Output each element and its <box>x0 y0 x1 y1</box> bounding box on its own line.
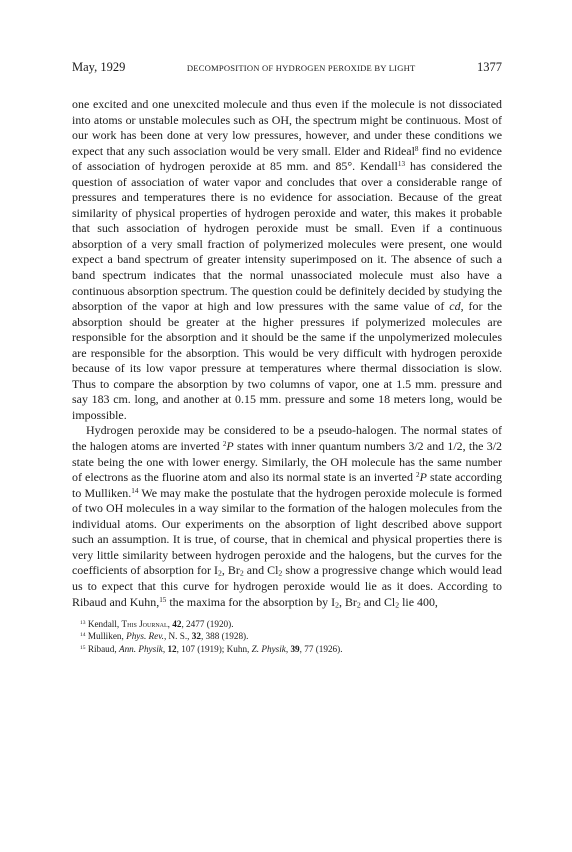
text-run: Kendall, <box>85 619 122 630</box>
text-run: the maxima for the absorption by I <box>166 594 336 609</box>
paragraph-pseudo-halogen <box>72 423 502 610</box>
text-run: has considered the question of association of water vapor and concludes that over a considerable range of pressures and temperatures there is no evidence for association. Because of the great similarity of physical properties of hydrogen peroxide and water, this makes it probable that such association of hydrogen peroxide must be small. Even if a continuous absorption of a very small fraction of polymerized molecules were present, one would expect a band spectrum of greater intensity superimposed on it. The absence of such a band spectrum indicates that the normal unassociated molecule must also have a continuous absorption spectrum. The question could be definitely decided by studying the absorption of the vapor at high and low pressures with the same value of <box>72 159 502 314</box>
footnote-number: 14 <box>80 632 86 639</box>
footnote-14 <box>80 630 502 642</box>
text-run: , <box>285 643 291 654</box>
text-run: lie 400, <box>399 594 438 609</box>
text-run: states with inner quantum numbers 3/2 and 1/2, the 3/2 state being the one with lower energy. Similarly, the OH molecule has the same number of electrons as the fluorine atom and also its normal state is an inverted <box>72 439 502 485</box>
header-title: DECOMPOSITION OF HYDROGEN PEROXIDE BY LIGHT <box>186 63 416 73</box>
journal-page <box>72 60 502 655</box>
text-run: , 77 (1926). <box>299 643 343 654</box>
header-date: May, 1929 <box>72 60 126 74</box>
paragraph-association <box>72 97 502 423</box>
page-number: 1377 <box>476 60 502 74</box>
volume-number: 39 <box>290 643 300 654</box>
subscript: 2 <box>278 568 283 578</box>
footnote-13 <box>80 618 502 630</box>
article-body <box>72 97 502 610</box>
variable-cd: cd <box>449 299 461 314</box>
text-run: Ribaud, <box>85 643 119 654</box>
term-symbol: P <box>226 439 234 454</box>
footnote-ref-14: 14 <box>131 486 139 495</box>
text-run: , N. S., <box>163 631 192 642</box>
journal-name: Phys. Rev. <box>126 631 164 642</box>
term-symbol: P <box>419 470 427 485</box>
text-run: , Br <box>338 594 357 609</box>
text-run: , Br <box>221 563 240 578</box>
term-superscript: 2 <box>416 471 420 480</box>
text-run: Mulliken, <box>85 631 127 642</box>
text-run: , 107 (1919); Kuhn, <box>176 643 252 654</box>
footnote-number: 15 <box>80 644 86 651</box>
footnotes <box>72 618 502 655</box>
text-run: , for the absorption should be greater at the higher pressures if polymerized molecules are responsible for the absorption and it should be the same if the unpolymerized molecules are responsible for the absorption. This would be very difficult with hydrogen peroxide because of its low vapor pressure at temperatures where thermal dissociation is slow. Thus to compare the absorption by two columns of vapor, one at 1.5 mm. pressure and say 183 cm. long, and another at 0.15 mm. pressure and some 18 meters long, would be impossible. <box>72 299 502 422</box>
volume-number: 32 <box>191 631 201 642</box>
text-run: , 2477 (1920). <box>181 619 234 630</box>
subscript: 2 <box>335 600 339 610</box>
volume-number: 42 <box>172 619 182 630</box>
term-superscript: 2 <box>222 440 227 449</box>
text-run: find no evidence of association of hydrogen peroxide at 85 mm. and 85°. Kendall <box>72 143 502 174</box>
footnote-number: 13 <box>80 620 86 627</box>
text-run: and Cl <box>243 563 279 578</box>
subscript: 2 <box>395 600 400 610</box>
text-run: , <box>167 619 173 630</box>
footnote-15 <box>80 643 502 655</box>
subscript: 2 <box>239 568 244 578</box>
text-run: show a progressive change which would lead us to expect that this curve for hydrogen peroxide would lie as it does. According to Ribaud and Kuhn, <box>72 563 503 609</box>
volume-number: 12 <box>167 643 177 654</box>
text-run: , 388 (1928). <box>200 631 249 642</box>
subscript: 2 <box>356 600 361 610</box>
text-run: Hydrogen peroxide may be considered to be a pseudo-halogen. The normal states of the halogen atoms are inverted <box>72 423 502 454</box>
text-run: state according to Mulliken. <box>72 470 502 500</box>
journal-name: Z. Physik <box>251 643 286 654</box>
running-header <box>72 60 502 75</box>
footnote-ref-13: 13 <box>397 160 406 169</box>
footnote-ref-8: 8 <box>414 144 419 153</box>
footnote-ref-15: 15 <box>159 595 167 604</box>
journal-name: Ann. Physik <box>118 643 163 654</box>
text-run: one excited and one unexcited molecule and thus even if the molecule is not dissociated into atoms or unstable molecules such as OH, the spectrum might be continuous. Most of our work has been done at very low pressures, however, and under these conditions we expect that any such association would be very small. Elder and Rideal <box>72 97 502 158</box>
text-run: , <box>162 643 168 654</box>
subscript: 2 <box>217 568 222 578</box>
text-run: We may make the postulate that the hydrogen peroxide molecule is formed of two OH molecules in a way similar to the formation of the halogen molecules from the individual atoms. Our experiments on the absorption of light described above support such an assumption. It is true, of course, that in chemical and physical properties there is very little similarity between hydrogen peroxide and the halogens, but the curves for the coefficients of absorption for I <box>72 485 503 578</box>
journal-name: This Journal <box>121 619 168 630</box>
text-run: and Cl <box>360 594 396 609</box>
